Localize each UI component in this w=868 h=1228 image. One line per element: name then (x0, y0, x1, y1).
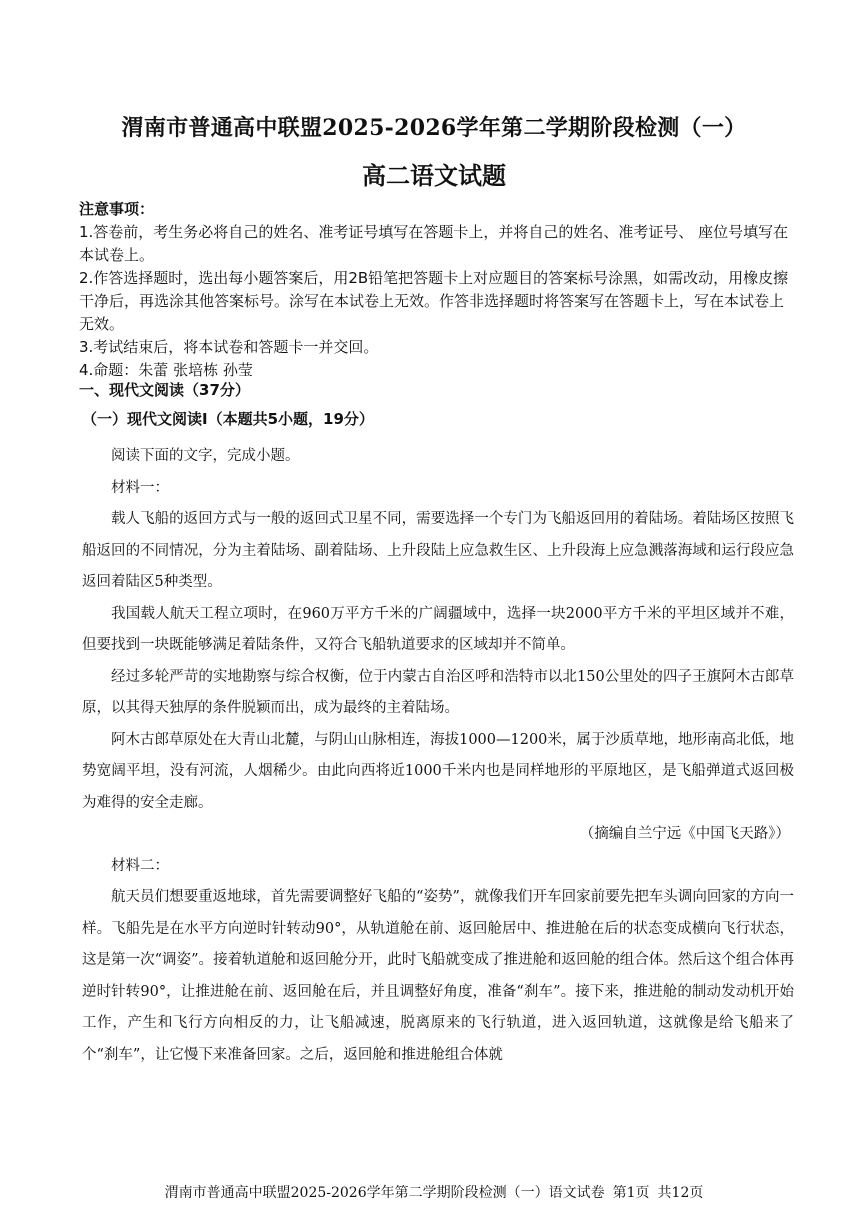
passage-instruction: 阅读下面的文字，完成小题。 (111, 448, 300, 464)
footer-page-number: 第1页 (612, 1185, 650, 1201)
notes-item: 2.作答选择题时，选出每小题答案后，用2B铅笔把答题卡上对应题目的答案标号涂黑，如需改动，用橡皮擦干净后，再选涂其他答案标号。涂写在本试卷上无效。作答非选择题时将答案写在答题卡上，写在本试卷上无效。 (79, 269, 789, 333)
passage-paragraph: 阿木古郎草原处在大青山北麓，与阴山山脉相连，海拔1000—1200米，属于沙质草地，地形南高北低，地势宽阔平坦，没有河流，人烟稀少。由此向西将近1000千米内也是同样地形的平原地区，是飞船弹道式返回极为难得的安全走廊。 (82, 731, 794, 811)
footer-page-total: 共12页 (657, 1185, 704, 1201)
notes-heading: 注意事项： (79, 200, 155, 218)
material-label: 材料二： (111, 857, 169, 874)
notes-item: 4.命题：朱蕾 张培栋 孙莹 (79, 361, 253, 379)
exam-subtitle: 高二语文试题 (362, 161, 506, 190)
section-heading: 一、现代文阅读（37分） (79, 381, 250, 399)
exam-notes (79, 198, 795, 382)
notes-item: 3.考试结束后，将本试卷和答题卡一并交回。 (79, 338, 379, 356)
passage-paragraph: 经过多轮严苛的实地勘察与综合权衡，位于内蒙古自治区呼和浩特市以北150公里处的四子王旗阿木古郎草原，以其得天独厚的条件脱颖而出，成为最终的主着陆场。 (82, 668, 794, 716)
subsection-heading: （一）现代文阅读Ⅰ（本题共5小题，19分） (82, 410, 374, 428)
notes-item: 1.答卷前，考生务必将自己的姓名、准考证号填写在答题卡上，并将自己的姓名、准考证号、 座位号填写在本试卷上。 (79, 223, 789, 264)
passage-paragraph: 航天员们想要重返地球，首先需要调整好飞船的“姿势”，就像我们开车回家前要先把车头调向回家的方向一样。飞船先是在水平方向逆时针转动90°，从轨道舱在前、返回舱居中、推进舱在后的状态变成横向飞行状态，这是第一次“调姿”。接着轨道舱和返回舱分开，此时飞船就变成了推进舱和返回舱的组合体。然后这个组合体再逆时针转90°，让推进舱在前、返回舱在后，并且调整好角度，准备“刹车”。接下来，推进舱的制动发动机开始工作，产生和飞行方向相反的力，让飞船减速，脱离原来的飞行轨道，进入返回轨道，这就像是给飞船来了个“刹车”，让它慢下来准备回家。之后，返回舱和推进舱组合体就 (82, 889, 794, 1063)
material-label: 材料一： (111, 479, 169, 496)
reading-passage (82, 441, 794, 1071)
exam-title: 渭南市普通高中联盟2025-2026学年第二学期阶段检测（一） (121, 115, 747, 141)
passage-source: （摘编自兰宁远《中国飞天路》） (579, 826, 790, 842)
passage-paragraph: 我国载人航天工程立项时，在960万平方千米的广阔疆域中，选择一块2000平方千米的平坦区域并不难，但要找到一块既能够满足着陆条件，又符合飞船轨道要求的区域却并不简单。 (82, 605, 794, 653)
footer-exam-name: 渭南市普通高中联盟2025-2026学年第二学期阶段检测（一）语文试卷 (164, 1185, 605, 1201)
page-footer (0, 1182, 868, 1202)
passage-paragraph: 载人飞船的返回方式与一般的返回式卫星不同，需要选择一个专门为飞船返回用的着陆场。着陆场区按照飞船返回的不同情况，分为主着陆场、副着陆场、上升段陆上应急救生区、上升段海上应急溅落海域和运行段应急返回着陆区5种类型。 (82, 511, 794, 590)
